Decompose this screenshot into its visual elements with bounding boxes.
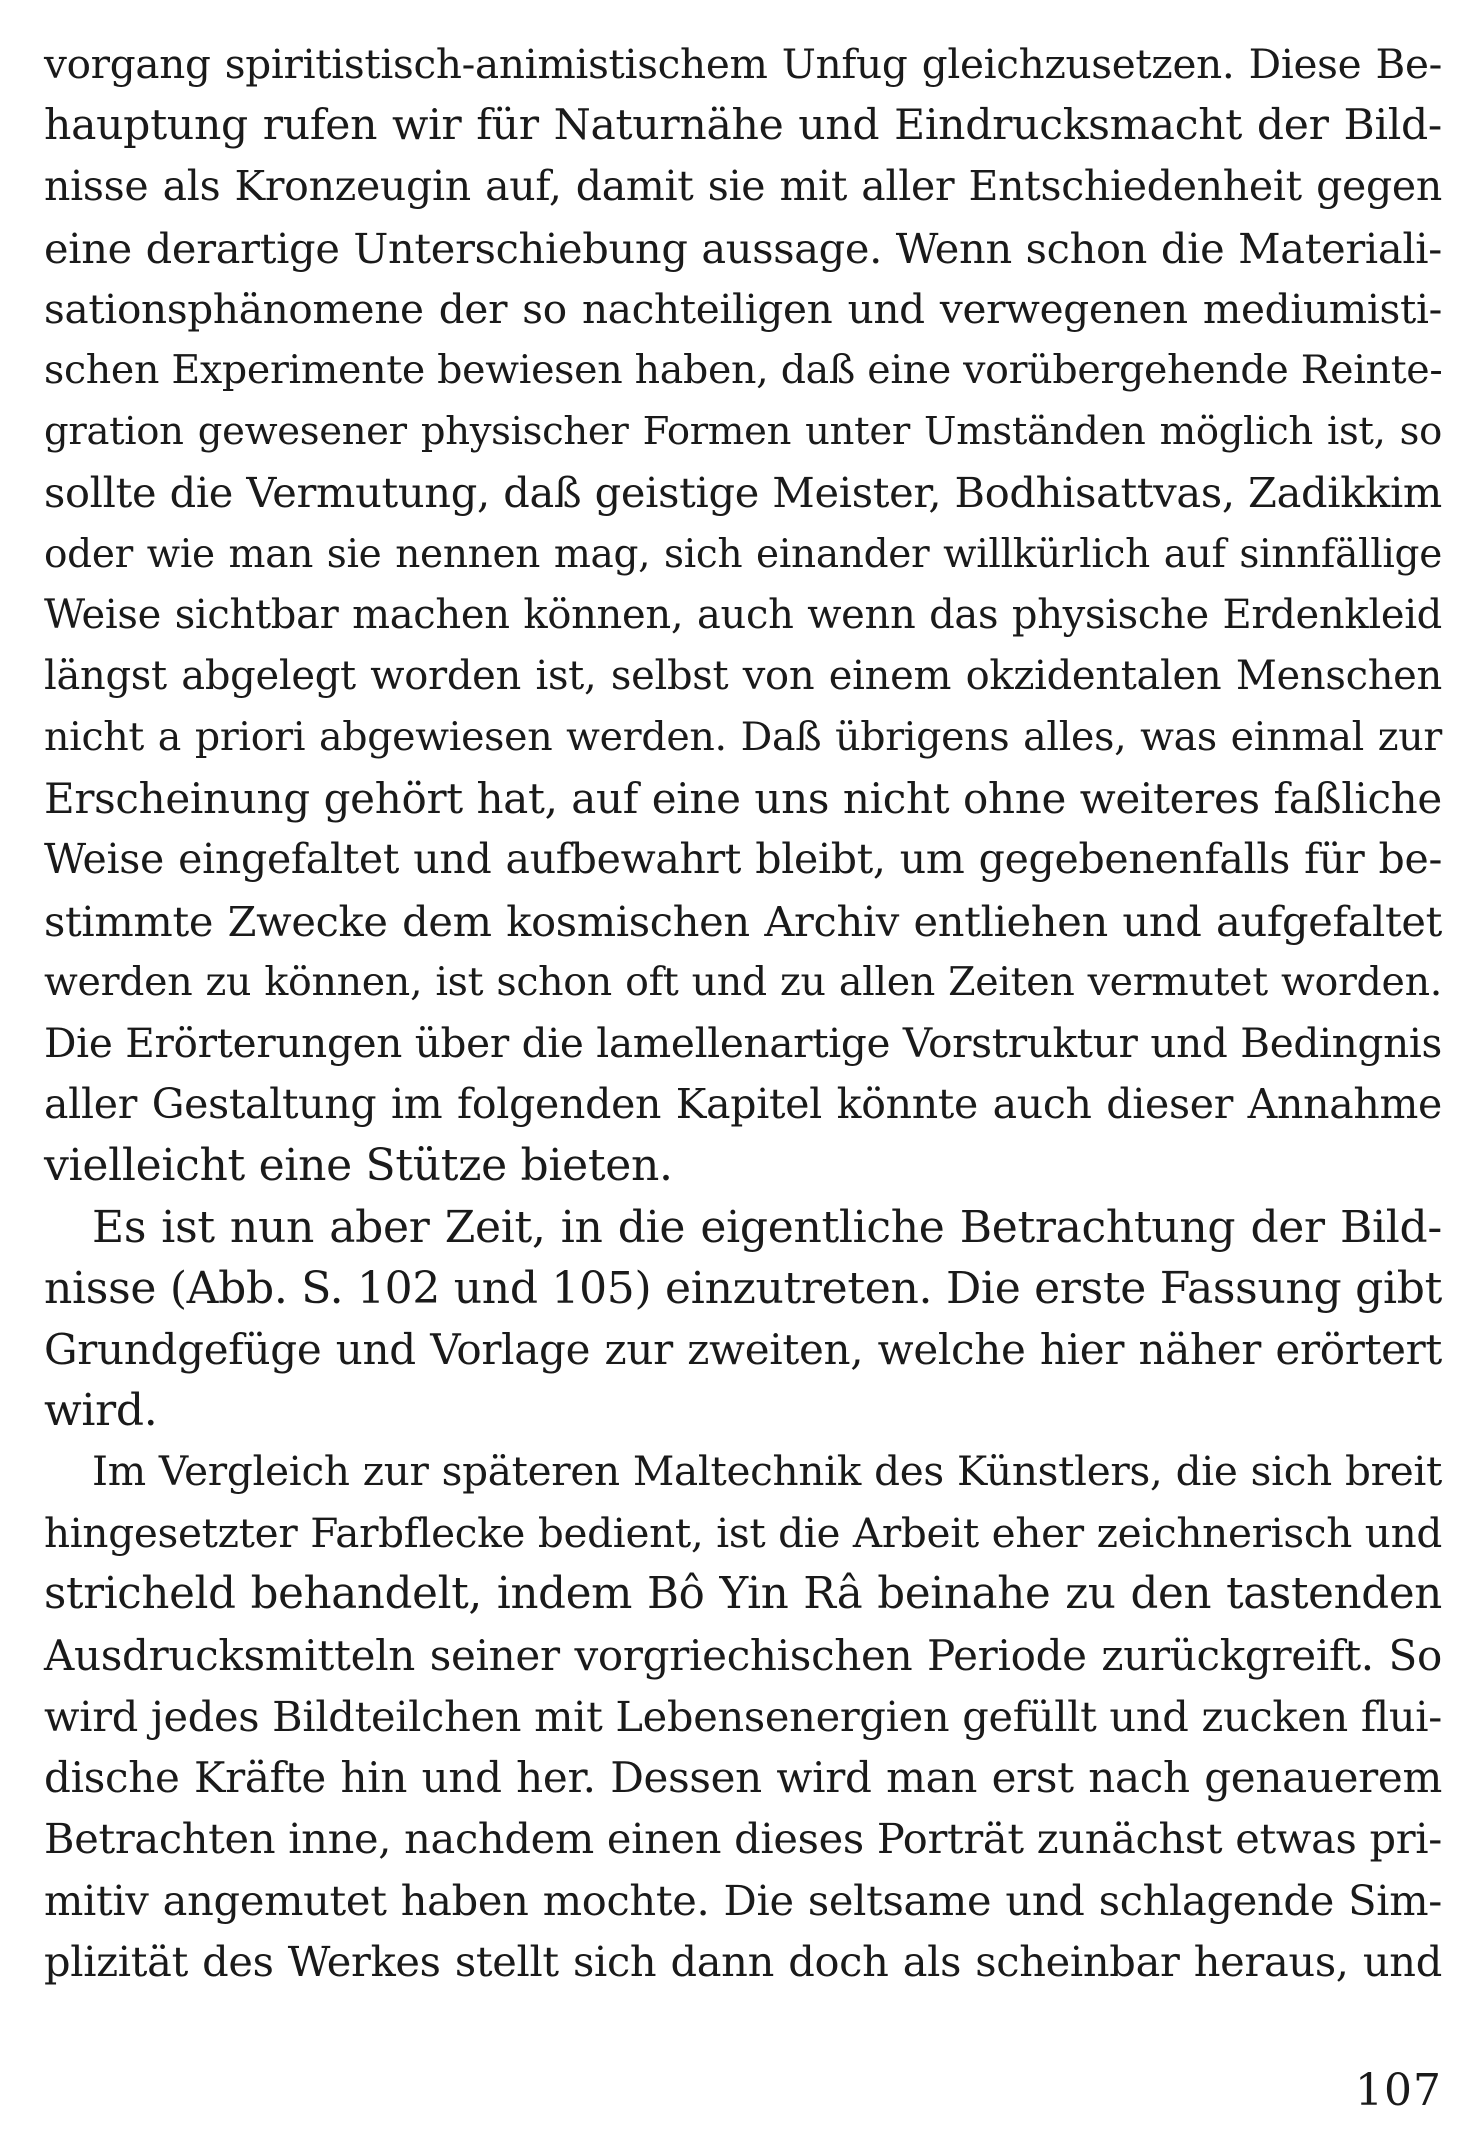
text-line: hingesetzter Farbflecke bedient, ist die Arbeit eher zeichnerisch und [44, 1508, 1442, 1557]
text-line: werden zu können, ist schon oft und zu allen Zeiten vermutet worden. [44, 958, 1442, 1005]
text-line: hauptung rufen wir für Naturnähe und Eindrucksmacht der Bild- [44, 101, 1442, 151]
text-line: gration gewesener physischer Formen unter Umständen möglich ist, so [44, 409, 1442, 455]
page-number: 107 [1355, 2065, 1442, 2116]
text-line: wird. [44, 1385, 158, 1437]
text-line: eine derartige Unterschiebung aussage. Wenn schon die Materiali- [44, 223, 1442, 273]
text-line: Im Vergleich zur späteren Maltechnik des Künstlers, die sich breit [92, 1447, 1442, 1496]
text-line: wird jedes Bildteilchen mit Lebensenergien gefüllt und zucken flui- [44, 1692, 1442, 1742]
text-line: nisse (Abb. S. 102 und 105) einzutreten. Die erste Fassung gibt [44, 1262, 1442, 1314]
text-line: Weise sichtbar machen können, auch wenn das physische Erdenkleid [44, 591, 1442, 638]
body-text [44, 34, 1442, 1992]
text-line: nicht a priori abgewiesen werden. Daß übrigens alles, was einmal zur [44, 714, 1442, 761]
text-line: plizität des Werkes stellt sich dann doch als scheinbar heraus, und [44, 1936, 1442, 1986]
text-line: sationsphänomene der so nachteiligen und verwegenen mediumisti- [44, 284, 1442, 333]
text-line: mitiv angemutet haben mochte. Die seltsame und schlagende Sim- [44, 1875, 1442, 1925]
text-line: dische Kräfte hin und her. Dessen wird man erst nach genauerem [44, 1753, 1442, 1803]
text-line: Die Erörterungen über die lamellenartige Vorstruktur und Bedingnis [44, 1019, 1442, 1067]
text-line: nisse als Kronzeugin auf, damit sie mit aller Entschiedenheit gegen [44, 162, 1442, 211]
text-line: vorgang spiritistisch-animistischem Unfug gleichzusetzen. Diese Be- [44, 40, 1442, 88]
text-line: schen Experimente bewiesen haben, daß eine vorübergehende Reinte- [44, 346, 1443, 393]
text-line: Weise eingefaltet und aufbewahrt bleibt, um gegebenenfalls für be- [44, 835, 1442, 884]
text-line: aller Gestaltung im folgenden Kapitel könnte auch dieser Annahme [44, 1080, 1442, 1129]
text-line: oder wie man sie nennen mag, sich einander willkürlich auf sinnfällige [44, 531, 1442, 577]
text-line: Erscheinung gehört hat, auf eine uns nicht ohne weiteres faßliche [44, 774, 1442, 824]
text-line: Betrachten inne, nachdem einen dieses Porträt zunächst etwas pri- [44, 1814, 1442, 1864]
text-line: stimmte Zwecke dem kosmischen Archiv entliehen und aufgefaltet [44, 896, 1442, 946]
text-line: stricheld behandelt, indem Bô Yin Râ beinahe zu den tastenden [44, 1568, 1442, 1619]
text-line: sollte die Vermutung, daß geistige Meister, Bodhisattvas, Zadikkim [44, 468, 1442, 518]
text-line: längst abgelegt worden ist, selbst von einem okzidentalen Menschen [44, 652, 1442, 699]
text-line: vielleicht eine Stütze bieten. [44, 1140, 673, 1192]
text-line: Ausdrucksmitteln seiner vorgriechischen Periode zurückgreift. So [44, 1630, 1442, 1680]
text-line: Grundgefüge und Vorlage zur zweiten, welche hier näher erörtert [44, 1324, 1442, 1374]
text-line: Es ist nun aber Zeit, in die eigentliche Betrachtung der Bild- [92, 1201, 1442, 1253]
book-page [44, 34, 1442, 2124]
